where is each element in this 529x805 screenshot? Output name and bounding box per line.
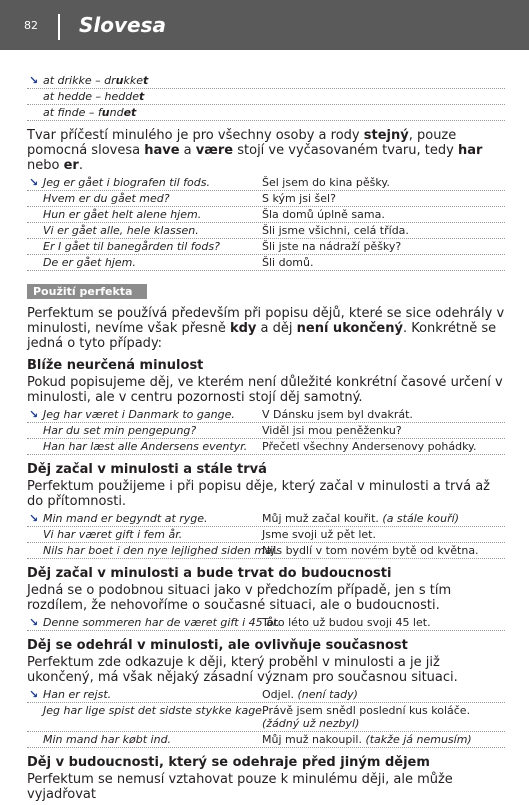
paragraph-2: [27, 306, 505, 351]
danish-sentence: Nils har boet i den nye lejlighed siden maj.: [43, 544, 279, 557]
danish-sentence: Jeg har lige spist det sidste stykke kage.: [43, 704, 266, 717]
paragraph-text: Perfektum se používá především při popisu dějů, které se sice odehrály v minulosti, nevíme však přesně: [27, 306, 505, 336]
example-row: [27, 688, 505, 703]
heading-4: Děj se odehrál v minulosti, ale ovlivňuje současnost: [27, 638, 408, 653]
arrow-icon: ↘: [29, 688, 39, 701]
danish-sentence: Vi er gået alle, hele klassen.: [43, 224, 199, 237]
example-block-5: [27, 616, 505, 631]
example-row: [27, 528, 505, 543]
czech-translation: Můj muž nakoupil. (takže já nemusím): [262, 733, 472, 746]
czech-translation: Odjel. (není tady): [262, 688, 358, 701]
danish-sentence: Vi har været gift i fem år.: [43, 528, 183, 541]
example-block-6: [27, 688, 505, 748]
example-block-3: [27, 408, 505, 455]
example-row: [27, 733, 505, 748]
form-highlight: t: [139, 90, 145, 103]
danish-sentence: Har du set min pengepung?: [43, 424, 197, 437]
keyword: være: [195, 143, 234, 158]
example-row: [27, 90, 505, 105]
page-number: 82: [24, 19, 38, 32]
keyword: har: [457, 143, 483, 158]
paragraph-text: .: [78, 158, 83, 173]
danish-sentence: Jeg har været i Danmark to gange.: [43, 408, 235, 421]
section-label: Použití perfekta: [27, 284, 147, 299]
example-row: [27, 224, 505, 239]
form-highlight: et: [123, 106, 137, 119]
keyword: er: [63, 158, 79, 173]
paragraph-text: a: [179, 143, 196, 158]
form-text: at finde – f: [43, 106, 102, 119]
danish-sentence: Min mand er begyndt at ryge.: [43, 512, 208, 525]
form-text: kke: [123, 74, 143, 87]
arrow-icon: ↘: [29, 176, 39, 189]
danish-sentence: Han har læst alle Andersens eventyr.: [43, 440, 248, 453]
keyword: není ukončený: [296, 321, 403, 336]
header-divider: [58, 14, 60, 40]
form-highlight: u: [115, 74, 124, 87]
czech-translation: Šli jste na nádraží pěšky?: [262, 240, 402, 253]
form-highlight: u: [101, 106, 110, 119]
form-text: at hedde – hedde: [43, 90, 139, 103]
example-row: [27, 424, 505, 439]
paragraph-text: . Konkrétně se jedná o tyto případy:: [27, 321, 497, 351]
paragraph-7: Perfektum se nemusí vztahovat pouze k minulému ději, ale může vyjadřovat: [27, 772, 453, 802]
danish-sentence: Er I gået til banegården til fods?: [43, 240, 220, 253]
chapter-title: Slovesa: [79, 13, 167, 37]
example-row: [27, 616, 505, 631]
example-row: [27, 544, 505, 559]
czech-translation: Přečetl všechny Andersenovy pohádky.: [262, 440, 477, 453]
danish-text: [27, 106, 136, 119]
example-block-2: [27, 176, 505, 271]
czech-translation: Viděl jsi mou peněženku?: [262, 424, 402, 437]
danish-sentence: Hvem er du gået med?: [43, 192, 170, 205]
czech-translation: Jsme svoji už pět let.: [262, 528, 376, 541]
example-row: [27, 256, 505, 271]
paragraph-text: stojí ve vyčasovaném tvaru, tedy: [233, 143, 458, 158]
example-row: [27, 240, 505, 255]
heading-5: Děj v budoucnosti, který se odehraje před jiným dějem: [27, 755, 430, 770]
czech-translation: Šli jsme všichni, celá třída.: [262, 224, 409, 237]
example-row: [27, 106, 505, 121]
example-row: [27, 408, 505, 423]
heading-1: Blíže neurčená minulost: [27, 358, 204, 373]
danish-text: [27, 90, 144, 103]
arrow-icon: ↘: [29, 616, 39, 629]
keyword: stejný: [363, 128, 409, 143]
translation-note: (takže já nemusím): [365, 733, 472, 746]
arrow-icon: ↘: [29, 74, 39, 87]
danish-sentence: Jeg er gået i biografen til fods.: [43, 176, 210, 189]
danish-sentence: Han er rejst.: [43, 688, 112, 701]
czech-translation: Nils bydlí v tom novém bytě od května.: [262, 544, 479, 557]
example-block-1: [27, 74, 505, 121]
page-content: [27, 74, 505, 805]
danish-sentence: De er gået hjem.: [43, 256, 136, 269]
keyword: have: [144, 143, 180, 158]
example-block-4: [27, 512, 505, 559]
form-text: nd: [109, 106, 124, 119]
czech-translation: Šli domů.: [262, 256, 314, 269]
danish-text: [27, 74, 148, 87]
example-row: [27, 192, 505, 207]
example-row: [27, 512, 505, 527]
heading-3: Děj začal v minulosti a bude trvat do budoucnosti: [27, 566, 392, 581]
translation-note: (žádný už nezbyl): [262, 717, 360, 730]
example-row: [27, 208, 505, 223]
czech-translation: Toto léto už budou svoji 45 let.: [262, 616, 431, 629]
paragraph-text: Tvar příčestí minulého je pro všechny osoby a rody: [27, 128, 364, 143]
example-row: [27, 704, 505, 732]
paragraph-1: [27, 128, 505, 173]
translation-note: (a stále kouří): [382, 512, 459, 525]
example-row: [27, 74, 505, 89]
czech-translation: V Dánsku jsem byl dvakrát.: [262, 408, 413, 421]
example-row: [27, 176, 505, 191]
czech-translation: Právě jsem snědl poslední kus koláče. (žádný už nezbyl): [262, 704, 471, 730]
heading-2: Děj začal v minulosti a stále trvá: [27, 462, 267, 477]
form-highlight: t: [142, 74, 149, 87]
arrow-icon: ↘: [29, 408, 39, 421]
danish-sentence: Min mand har købt ind.: [43, 733, 172, 746]
paragraph-text: nebo: [27, 158, 64, 173]
translation-note: (není tady): [297, 688, 358, 701]
czech-translation: S kým jsi šel?: [262, 192, 336, 205]
czech-translation: Šla domů úplně sama.: [262, 208, 385, 221]
form-text: at drikke – dr: [43, 74, 116, 87]
paragraph-text: , pouze pomocná slovesa: [27, 128, 457, 158]
paragraph-5: Jedná se o podobnou situaci jako v předchozím případě, jen s tím rozdílem, že nehovoříme o současné situaci, ale o budoucnosti.: [27, 583, 452, 613]
example-row: [27, 440, 505, 455]
arrow-icon: ↘: [29, 512, 39, 525]
paragraph-3: Pokud popisujeme děj, ve kterém není důležité konkrétní časové určení v minulosti, ale v centru pozornosti stojí děj samotný.: [27, 375, 503, 405]
czech-translation: Můj muž začal kouřit. (a stále kouří): [262, 512, 459, 525]
paragraph-text: a děj: [256, 321, 297, 336]
paragraph-4: Perfektum použijeme i při popisu děje, který začal v minulosti a trvá až do přítomnosti.: [27, 479, 490, 509]
paragraph-6: Perfektum zde odkazuje k ději, který proběhl v minulosti a je již ukončený, má však nějaký zásadní význam pro současnou situaci.: [27, 655, 458, 685]
page-header: [0, 0, 529, 50]
keyword: kdy: [229, 321, 257, 336]
danish-sentence: Denne sommeren har de været gift i 45 år.: [43, 616, 280, 629]
danish-sentence: Hun er gået helt alene hjem.: [43, 208, 202, 221]
czech-translation: Šel jsem do kina pěšky.: [262, 176, 390, 189]
